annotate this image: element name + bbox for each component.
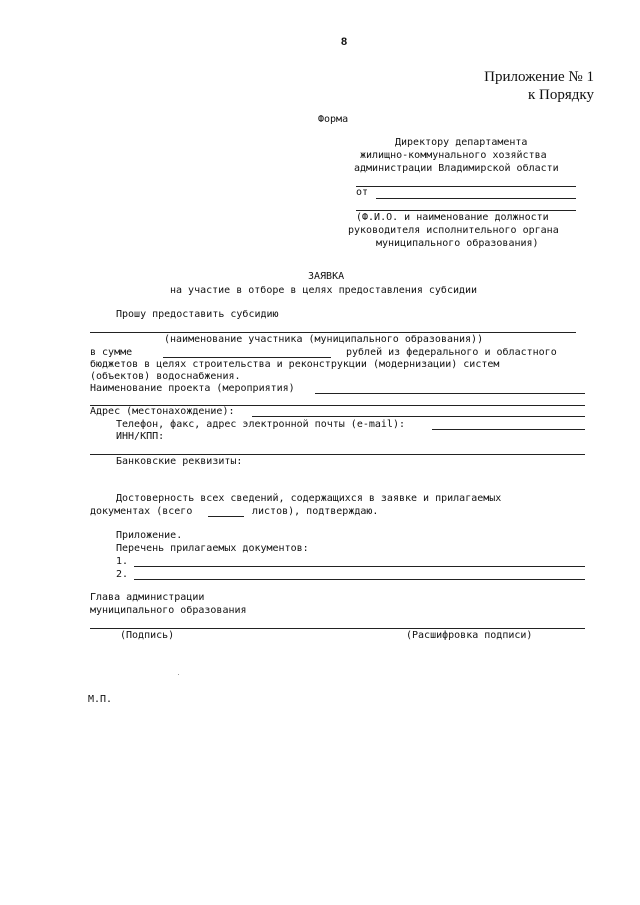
budgets-line: бюджетов в целях строительства и реконструкции (модернизации) систем	[90, 359, 500, 370]
appendix-line-1: Приложение № 1	[484, 69, 594, 85]
docs-list-label: Перечень прилагаемых документов:	[116, 543, 309, 554]
appendix-heading	[394, 68, 594, 104]
sheets-count-line	[208, 516, 244, 517]
bank-label: Банковские реквизиты:	[116, 456, 243, 467]
participant-line	[90, 332, 576, 333]
participant-caption: (наименование участника (муниципального образования))	[164, 334, 484, 345]
contacts-line	[432, 429, 585, 430]
addressee-from-line	[376, 198, 576, 199]
attachment-item-2: 2.	[116, 569, 129, 580]
form-title: ЗАЯВКА	[308, 271, 345, 282]
addressee-line-3: администрации Владимирской области	[354, 163, 559, 174]
sign-caption: (Подпись)	[120, 630, 175, 641]
addressee-line-1: Директору департамента	[395, 137, 528, 148]
confirm-line-2a: документах (всего	[90, 506, 193, 517]
request-text: Прошу предоставить субсидию	[116, 309, 279, 320]
sum-suffix: рублей из федерального и областного	[346, 347, 557, 358]
addressee-note-line-3: муниципального образования)	[376, 238, 539, 249]
addressee-note-line-2: руководителя исполнительного органа	[348, 225, 559, 236]
inn-label: ИНН/КПП:	[116, 431, 165, 442]
decode-caption: (Расшифровка подписи)	[406, 630, 533, 641]
project-line-1	[315, 393, 585, 394]
head-line-1: Глава администрации	[90, 592, 205, 603]
form-subtitle: на участие в отборе в целях предоставления субсидии	[170, 285, 478, 296]
contacts-label: Телефон, факс, адрес электронной почты (e-mail):	[116, 419, 405, 430]
attachment-item-2-line	[134, 579, 585, 580]
addressee-line-2: жилищно-коммунального хозяйства	[360, 150, 547, 161]
addressee-note-line-1: (Ф.И.О. и наименование должности	[356, 212, 549, 223]
project-label: Наименование проекта (мероприятия)	[90, 383, 295, 394]
scan-speck	[178, 674, 179, 675]
sum-line	[163, 357, 331, 358]
attachment-item-1: 1.	[116, 556, 129, 567]
objects-line: (объектов) водоснабжения.	[90, 371, 241, 382]
form-label: Форма	[318, 114, 349, 125]
attachment-label: Приложение.	[116, 530, 183, 541]
address-line	[252, 416, 585, 417]
appendix-line-2: к Порядку	[528, 87, 594, 103]
address-label: Адрес (местонахождение):	[90, 406, 235, 417]
head-line-2: муниципального образования	[90, 605, 247, 616]
addressee-from-label: от	[356, 187, 369, 198]
signature-line	[90, 628, 585, 629]
addressee-blank-line-2	[356, 210, 576, 211]
stamp-label: М.П.	[88, 694, 113, 705]
confirm-line-2b: листов), подтверждаю.	[252, 506, 379, 517]
inn-line	[90, 454, 585, 455]
sum-prefix: в сумме	[90, 347, 133, 358]
addressee-blank-line-1	[356, 186, 576, 187]
page-number: 8	[341, 36, 348, 48]
attachment-item-1-line	[134, 566, 585, 567]
confirm-line-1: Достоверность всех сведений, содержащихся в заявке и прилагаемых	[116, 493, 502, 504]
